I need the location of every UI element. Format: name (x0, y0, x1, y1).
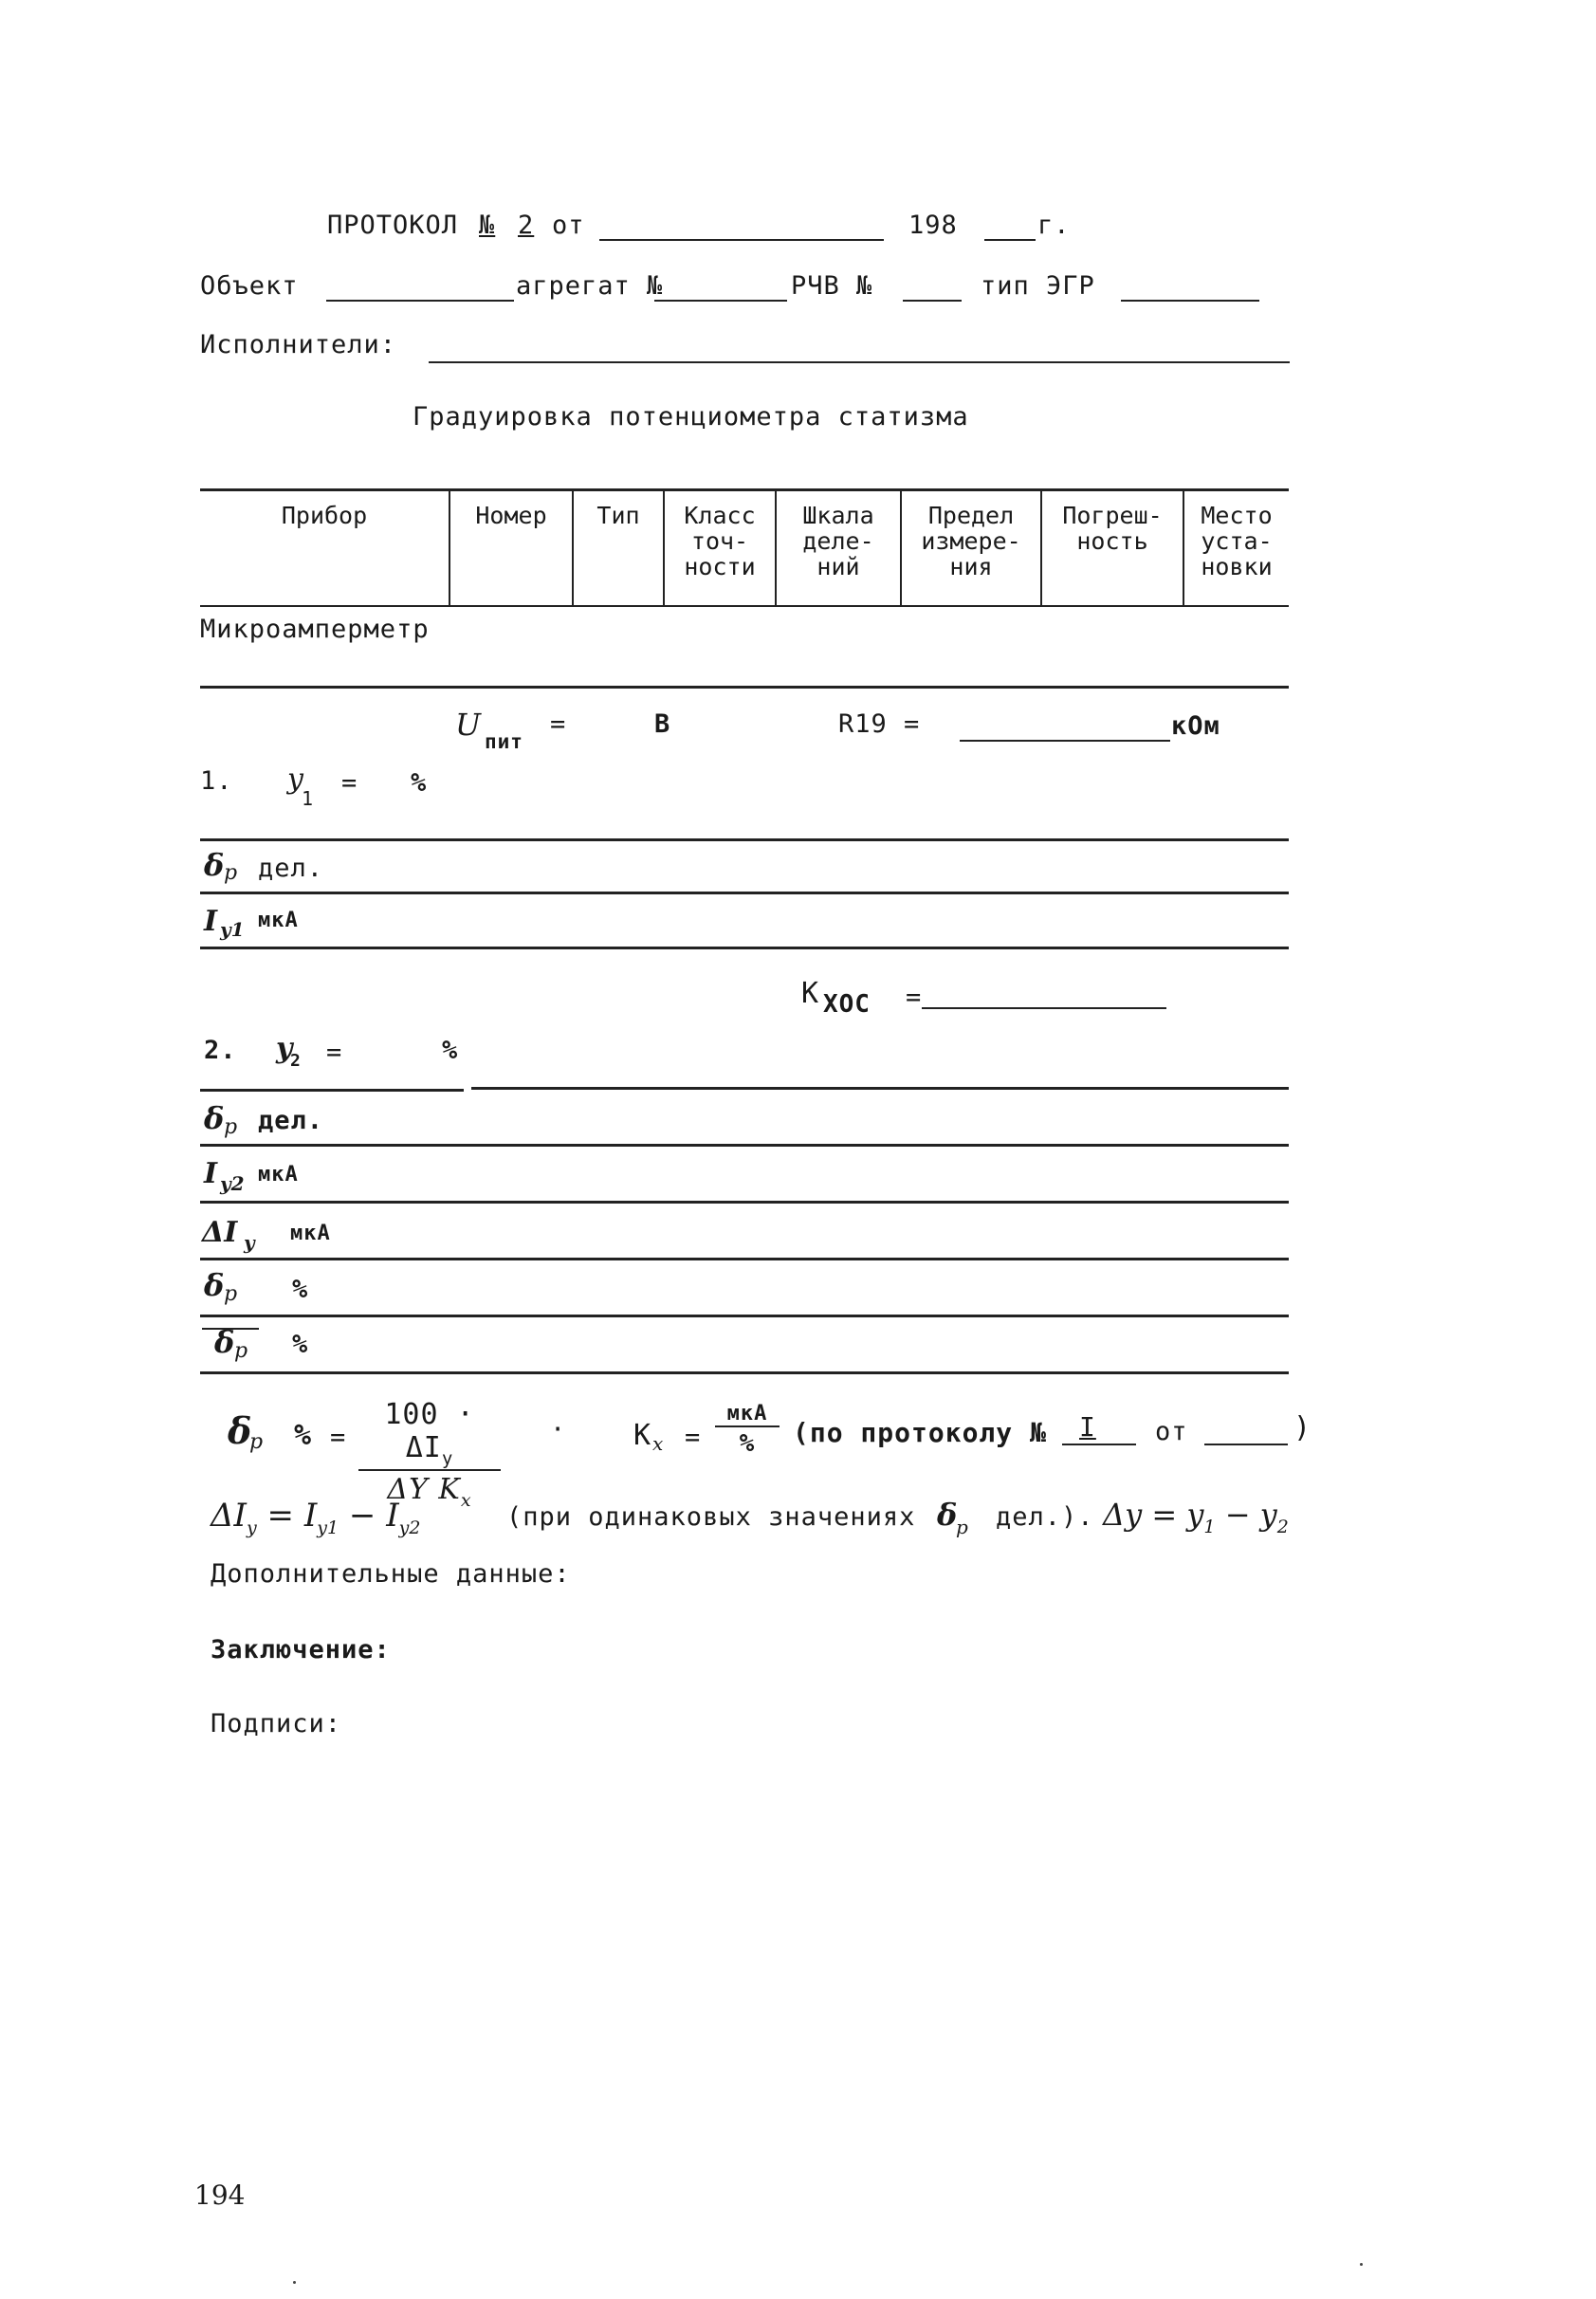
section1-line-0 (200, 838, 1289, 841)
s2-row2-sub: y2 (220, 1172, 245, 1195)
accuracy-class-header: Класс точ- ности (665, 491, 777, 605)
s1-row2-sym: I (204, 905, 218, 938)
s2-row3-line[interactable] (200, 1258, 1289, 1260)
r19-unit: кОм (1171, 711, 1220, 741)
s1-row1-sym: δ (204, 847, 225, 883)
f1-num-sub: y (441, 1448, 454, 1469)
f1-kx-sub: х (652, 1432, 664, 1455)
f1-kx-den: % (739, 1429, 756, 1458)
s1-row2-line[interactable] (200, 947, 1289, 949)
section2-y-sub: 2 (290, 1051, 302, 1071)
f1-ref-close: ) (1293, 1411, 1312, 1444)
f2-c: − I (339, 1497, 399, 1535)
f2-dy-main: Δy = y (1103, 1497, 1204, 1533)
protocol-from-label: от (552, 211, 585, 240)
f2-note-close: дел.). (996, 1502, 1094, 1532)
section1-num: 1. (200, 766, 233, 796)
section2-line-left (200, 1089, 464, 1092)
object-field[interactable] (326, 300, 514, 302)
unit-label: агрегат № (516, 271, 664, 301)
signatures-label: Подписи: (211, 1709, 342, 1738)
f1-ref-num: I (1079, 1411, 1096, 1443)
f1-kx-eq: = (685, 1423, 702, 1452)
s2-row4-sym: δ (204, 1267, 225, 1303)
s2-row2-unit: мкА (258, 1163, 299, 1186)
scale-divisions-header: Шкала деле- ний (777, 491, 902, 605)
s1-row1-unit: дел. (258, 854, 324, 883)
f1-fraction (358, 1398, 501, 1511)
protocol-date-field[interactable] (599, 239, 884, 241)
unit-number-field[interactable] (654, 300, 787, 302)
section2-line-right (471, 1087, 1289, 1090)
s2-row1-sub: р (224, 1115, 238, 1139)
r19-field[interactable] (960, 740, 1170, 742)
section2-eq: = (326, 1038, 343, 1067)
f2-lhs (211, 1497, 420, 1538)
f1-lhs-sym: δ (228, 1409, 252, 1452)
k-oc-eq: = (906, 983, 923, 1012)
section1-y-sub: 1 (302, 787, 315, 810)
k-oc-sub: ХОС (823, 990, 871, 1019)
supply-eq: = (550, 709, 567, 739)
s1-row2-sub: y1 (220, 918, 245, 941)
r19-label: R19 = (838, 709, 921, 739)
f1-lhs-sub: р (249, 1430, 264, 1454)
executors-field[interactable] (429, 361, 1290, 363)
s2-row4-sub: р (224, 1282, 238, 1306)
section-title: Градуировка потенциометра статизма (413, 402, 969, 432)
type-header: Тип (574, 491, 665, 605)
f2-c-sub: y2 (398, 1517, 421, 1538)
protocol-year-suffix: г. (1037, 211, 1071, 240)
scan-speck (1360, 2263, 1363, 2266)
f1-lhs-unit: % (294, 1419, 313, 1452)
section1-pct: % (411, 768, 428, 798)
s2-row5-sub: р (234, 1339, 248, 1363)
number-header: Номер (450, 491, 574, 605)
s2-row3-sym: ΔI (202, 1216, 238, 1249)
device-row-line[interactable] (200, 686, 1289, 689)
egr-type-field[interactable] (1121, 300, 1259, 302)
section1-eq: = (341, 768, 358, 798)
f2-b: = I (256, 1497, 318, 1535)
section1-y: y (287, 763, 303, 796)
s2-row4-unit: % (292, 1275, 309, 1304)
extra-data-label: Дополнительные данные: (211, 1559, 571, 1589)
f1-dot: · (550, 1415, 567, 1444)
protocol-number: 2 (518, 211, 535, 240)
s2-row4-line[interactable] (200, 1315, 1289, 1317)
f1-den-sub: x (460, 1490, 472, 1511)
object-label: Объект (200, 271, 299, 301)
section2-num: 2. (204, 1036, 237, 1065)
f1-ref-num-field[interactable] (1062, 1444, 1136, 1445)
device-header: Прибор (200, 491, 450, 605)
f1-den: ΔY K (387, 1473, 461, 1506)
s2-row3-sub: y (244, 1231, 255, 1254)
egr-type-label: тип ЭГР (981, 271, 1095, 301)
s2-row1-line[interactable] (200, 1144, 1289, 1147)
protocol-year-field[interactable] (984, 239, 1036, 241)
supply-unit-v: В (654, 709, 671, 739)
scan-speck (293, 2281, 296, 2284)
device-table (200, 488, 1289, 607)
s2-row1-sym: δ (204, 1100, 225, 1136)
installation-place-header: Место уста- новки (1201, 502, 1273, 580)
page-number: 194 (194, 2179, 246, 2211)
section2-pct: % (442, 1036, 459, 1065)
k-oc-field[interactable] (922, 1007, 1166, 1009)
rchv-number-field[interactable] (903, 300, 962, 302)
f2-a: ΔI (211, 1497, 247, 1535)
protocol-year-prefix: 198 (908, 211, 958, 240)
s1-row1-sub: р (224, 861, 238, 885)
f1-kx-num: мкА (715, 1402, 780, 1427)
f1-ref-open: (по протоколу № (793, 1417, 1047, 1448)
f1-kx-fraction (715, 1402, 780, 1458)
f2-note-sym: δ (937, 1497, 958, 1533)
k-oc-label: К (801, 977, 820, 1010)
f2-a-sub: y (246, 1517, 257, 1538)
f1-ref-from: от (1155, 1417, 1188, 1446)
f1-kx: К (633, 1419, 652, 1452)
f2-dy-sub2: 2 (1276, 1517, 1289, 1537)
executors-label: Исполнители: (200, 330, 397, 359)
f1-num: 100 · ΔI (384, 1398, 475, 1464)
f2-dy-mid: − y (1215, 1497, 1277, 1533)
s2-row5-line[interactable] (200, 1371, 1289, 1374)
protocol-number-sign: № (479, 211, 496, 240)
protocol-label: ПРОТОКОЛ (327, 211, 459, 240)
f1-ref-date-field[interactable] (1204, 1444, 1288, 1445)
s2-row2-line[interactable] (200, 1201, 1289, 1204)
f2-dy-sub1: 1 (1203, 1517, 1216, 1537)
f2-dy (1103, 1497, 1289, 1537)
s1-row2-unit: мкА (258, 909, 299, 932)
s2-row1-unit: дел. (258, 1106, 324, 1135)
s2-row3-unit: мкА (290, 1222, 331, 1245)
s1-row1-line[interactable] (200, 892, 1289, 894)
s2-row5-sym: δ (214, 1324, 235, 1360)
s2-row2-sym: I (204, 1157, 218, 1190)
f1-eq: = (330, 1423, 347, 1452)
conclusion-label: Заключение: (211, 1635, 391, 1664)
f2-b-sub: y1 (317, 1517, 339, 1538)
rchv-label: РЧВ № (791, 271, 873, 301)
s2-row5-unit: % (292, 1330, 309, 1359)
section2-y: y (276, 1032, 293, 1065)
measurement-limit-header: Предел измере- ния (902, 491, 1042, 605)
f2-note-open: (при одинаковых значениях (506, 1502, 916, 1532)
device-row-label: Микроамперметр (200, 615, 430, 644)
supply-u-label: U (455, 707, 481, 743)
f2-note-sub: р (956, 1516, 968, 1538)
supply-u-sub: пит (485, 730, 523, 753)
error-header: Погреш- ность (1042, 491, 1184, 605)
